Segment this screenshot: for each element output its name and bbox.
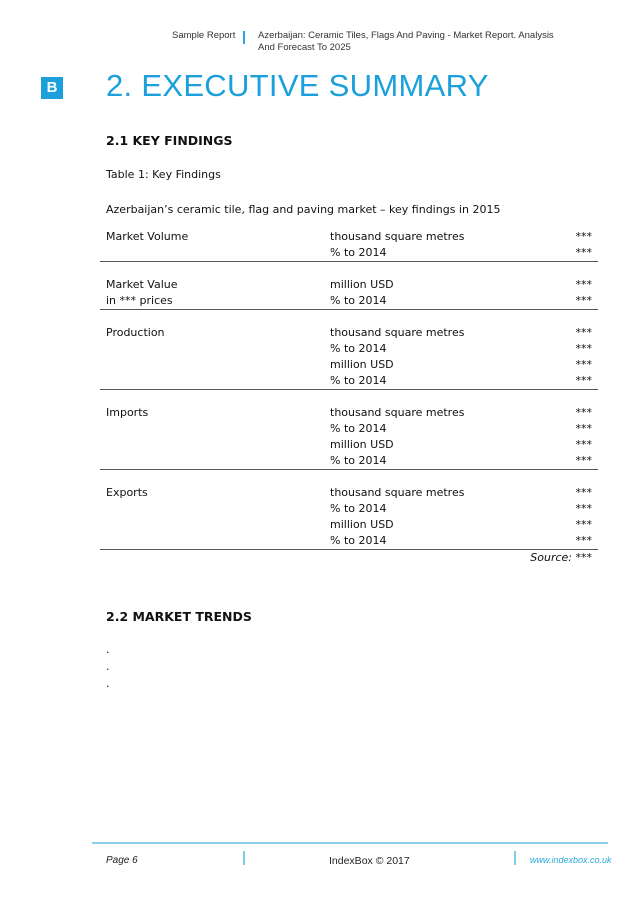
row-group-spacer — [100, 262, 598, 277]
unit-label: million USD — [330, 518, 394, 531]
placeholder-dot: . — [106, 660, 110, 673]
footer-separator — [243, 851, 245, 865]
source-label: Source: — [530, 551, 572, 564]
value-cell: *** — [575, 502, 592, 515]
table-row — [100, 517, 598, 533]
table-caption: Table 1: Key Findings — [106, 168, 221, 181]
header-title-line-1: Azerbaijan: Ceramic Tiles, Flags And Paving - Market Report. Analysis — [258, 30, 554, 41]
table-row — [100, 437, 598, 453]
unit-label: % to 2014 — [330, 374, 387, 387]
indicator-label: Imports — [106, 406, 149, 419]
unit-label: % to 2014 — [330, 246, 387, 259]
table-row — [100, 373, 598, 389]
section-heading-key-findings: 2.1 KEY FINDINGS — [106, 133, 233, 148]
value-cell: *** — [575, 342, 592, 355]
table-row — [100, 501, 598, 517]
table-row — [100, 357, 598, 373]
unit-label: % to 2014 — [330, 294, 387, 307]
value-cell: *** — [575, 486, 592, 499]
indicator-label: Market Value — [106, 278, 178, 291]
table-subtitle: Azerbaijan’s ceramic tile, flag and paving market – key findings in 2015 — [106, 203, 501, 216]
section-heading-market-trends: 2.2 MARKET TRENDS — [106, 609, 252, 624]
value-cell: *** — [575, 278, 592, 291]
value-cell: *** — [575, 534, 592, 547]
table-row — [100, 245, 598, 261]
value-cell: *** — [575, 326, 592, 339]
indicator-label: Production — [106, 326, 165, 339]
header-report-type: Sample Report — [172, 30, 236, 41]
unit-label: % to 2014 — [330, 454, 387, 467]
key-findings-table — [100, 229, 598, 566]
unit-label: % to 2014 — [330, 534, 387, 547]
table-row — [100, 325, 598, 341]
value-cell: *** — [575, 374, 592, 387]
table-row — [100, 485, 598, 501]
unit-label: thousand square metres — [330, 486, 465, 499]
unit-label: million USD — [330, 358, 394, 371]
placeholder-dot: . — [106, 677, 110, 690]
table-row — [100, 277, 598, 293]
indicator-label: Exports — [106, 486, 148, 499]
table-row-group — [100, 277, 598, 310]
value-cell: *** — [575, 518, 592, 531]
unit-label: % to 2014 — [330, 342, 387, 355]
unit-label: thousand square metres — [330, 406, 465, 419]
footer-separator — [514, 851, 516, 865]
table-row — [100, 421, 598, 437]
value-cell: *** — [575, 358, 592, 371]
footer-website-link[interactable]: www.indexbox.co.uk — [530, 855, 612, 865]
unit-label: % to 2014 — [330, 422, 387, 435]
table-source — [100, 550, 598, 566]
placeholder-dot: . — [106, 643, 110, 656]
value-cell: *** — [575, 246, 592, 259]
source-value: *** — [575, 551, 592, 564]
unit-label: thousand square metres — [330, 230, 465, 243]
row-group-spacer — [100, 390, 598, 405]
indicator-label: in *** prices — [106, 294, 173, 307]
unit-label: % to 2014 — [330, 502, 387, 515]
table-row-group — [100, 325, 598, 390]
value-cell: *** — [575, 230, 592, 243]
indicator-label: Market Volume — [106, 230, 189, 243]
value-cell: *** — [575, 422, 592, 435]
table-row — [100, 405, 598, 421]
header-report-title — [258, 30, 588, 54]
unit-label: million USD — [330, 438, 394, 451]
footer-copyright: IndexBox © 2017 — [329, 855, 410, 867]
header-separator — [243, 31, 245, 44]
value-cell: *** — [575, 406, 592, 419]
row-group-spacer — [100, 470, 598, 485]
indexbox-logo: B — [41, 77, 63, 99]
table-row — [100, 453, 598, 469]
value-cell: *** — [575, 438, 592, 451]
footer-rule — [92, 842, 608, 844]
header-title-line-2: And Forecast To 2025 — [258, 42, 351, 53]
table-row — [100, 229, 598, 245]
footer-page-number: Page 6 — [106, 855, 138, 866]
value-cell: *** — [575, 454, 592, 467]
unit-label: thousand square metres — [330, 326, 465, 339]
table-row-group — [100, 405, 598, 470]
table-row-group — [100, 229, 598, 262]
row-group-spacer — [100, 310, 598, 325]
value-cell: *** — [575, 294, 592, 307]
table-row — [100, 341, 598, 357]
table-row — [100, 293, 598, 309]
unit-label: million USD — [330, 278, 394, 291]
page-title: 2. EXECUTIVE SUMMARY — [106, 68, 489, 103]
table-row-group — [100, 485, 598, 550]
table-row — [100, 533, 598, 549]
